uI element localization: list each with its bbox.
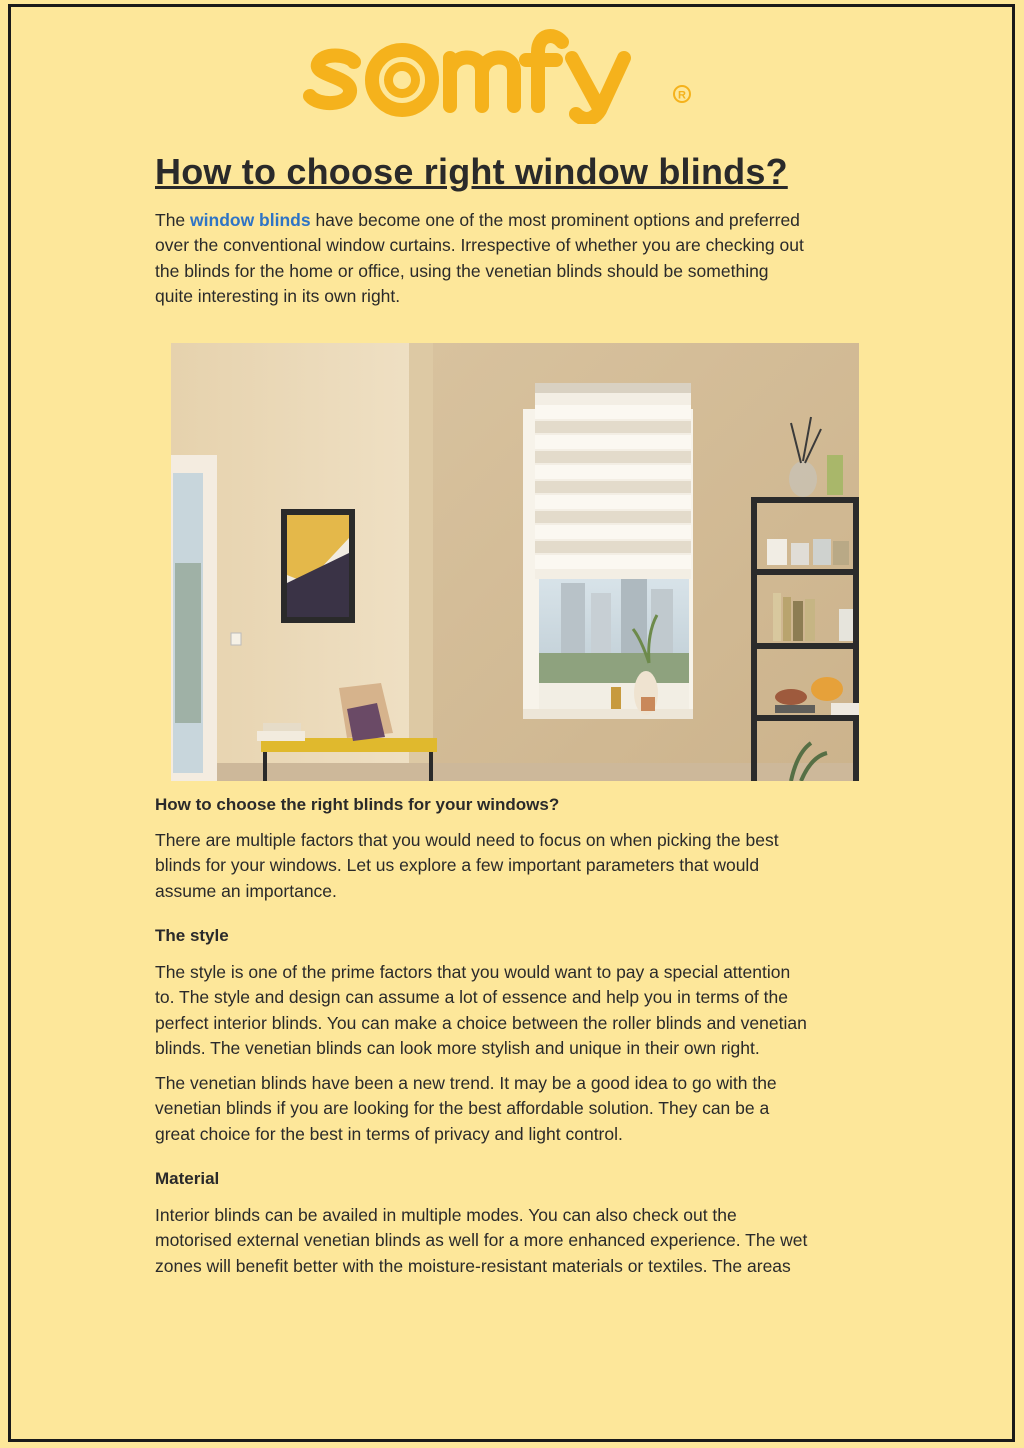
intro-line: over the conventional window curtains. Irrespective of whether you are checking out: [155, 235, 804, 256]
paragraph-line: venetian blinds if you are looking for the best affordable solution. They can be a: [155, 1098, 770, 1119]
material-paragraph: [155, 1203, 875, 1279]
style-heading: The style: [155, 926, 229, 945]
factors-paragraph: [155, 828, 875, 904]
paragraph-line: great choice for the best in terms of privacy and light control.: [155, 1123, 623, 1144]
room-photo: [171, 343, 859, 781]
intro-prefix: The: [155, 210, 191, 230]
paragraph-line: perfect interior blinds. You can make a choice between the roller blinds and venetian: [155, 1012, 807, 1033]
svg-text:R: R: [678, 89, 686, 102]
article-header: [155, 146, 875, 309]
page-title: How to choose right window blinds?: [155, 151, 788, 192]
paragraph-line: blinds. The venetian blinds can look more stylish and unique in their own right.: [155, 1037, 760, 1058]
style-paragraph-1: [155, 960, 875, 1061]
material-heading: Material: [155, 1169, 220, 1188]
paragraph-line: The venetian blinds have been a new trend. It may be a good idea to go with the: [155, 1073, 777, 1094]
section-subtitle: How to choose the right blinds for your windows?: [155, 795, 560, 814]
paragraph-line: zones will benefit better with the moisture-resistant materials or textiles. The areas: [155, 1255, 791, 1276]
section-material: [155, 1168, 875, 1279]
paragraph-line: to. The style and design can assume a lot of essence and help you in terms of the: [155, 987, 788, 1008]
paragraph-line: The style is one of the prime factors that you would want to pay a special attention: [155, 962, 791, 982]
intro-rest: have become one of the most prominent options and preferred: [310, 210, 800, 230]
intro-line: quite interesting in its own right.: [155, 285, 401, 306]
paragraph-line: Interior blinds can be availed in multiple modes. You can also check out the: [155, 1205, 737, 1225]
somfy-logo[interactable]: [300, 14, 700, 124]
paragraph-line: assume an importance.: [155, 880, 337, 901]
paragraph-line: blinds for your windows. Let us explore a few important parameters that would: [155, 855, 760, 876]
intro-paragraph: [155, 208, 875, 309]
style-paragraph-2: [155, 1071, 875, 1147]
section-style: [155, 925, 875, 1147]
section-how-to: [155, 794, 875, 904]
intro-line: the blinds for the home or office, using the venetian blinds should be something: [155, 260, 769, 281]
window-blinds-link[interactable]: window blinds: [190, 210, 311, 230]
paragraph-line: There are multiple factors that you would need to focus on when picking the best: [155, 830, 779, 850]
paragraph-line: motorised external venetian blinds as well for a more enhanced experience. The wet: [155, 1230, 808, 1251]
